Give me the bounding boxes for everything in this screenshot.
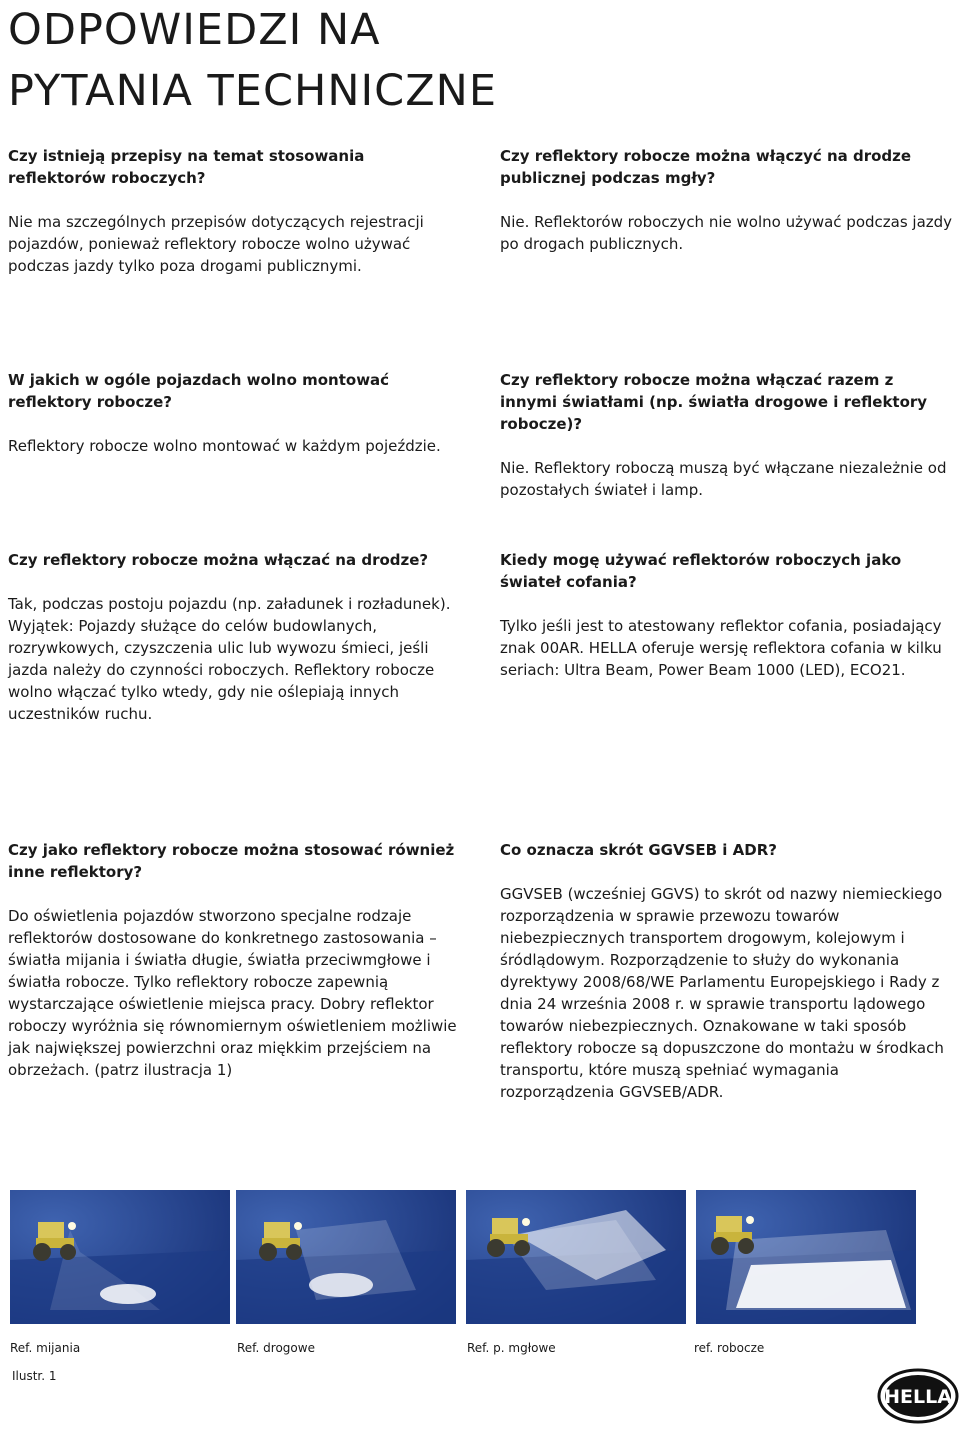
answer: Nie. Reflektory roboczą muszą być włączane niezależnie od pozostałych świateł i lamp. xyxy=(500,459,947,499)
title-line-1: ODPOWIEDZI NA xyxy=(8,5,381,55)
qa-fog xyxy=(500,145,955,255)
qa-on-road xyxy=(8,549,463,725)
answer: Reflektory robocze wolno montować w każdym pojeździe. xyxy=(8,437,441,455)
question: Czy istnieją przepisy na temat stosowania reflektorów roboczych? xyxy=(8,147,365,187)
qa-vehicles xyxy=(8,369,463,457)
answer: Tylko jeśli jest to atestowany reflektor cofania, posiadający znak 00AR. HELLA oferuje wersję reflektora cofania w kilku seriach: Ultra Beam, Power Beam 1000 (LED), ECO21. xyxy=(500,617,942,679)
question: W jakich w ogóle pojazdach wolno montować reflektory robocze? xyxy=(8,371,390,411)
page-title xyxy=(8,0,497,122)
qa-ggvseb-adr xyxy=(500,839,955,1103)
logo-text: HELLA xyxy=(884,1386,952,1408)
answer: Nie ma szczególnych przepisów dotyczących rejestracji pojazdów, ponieważ reflektory robocze wolno używać podczas jazdy tylko poza drogami publicznymi. xyxy=(8,213,424,275)
answer: Tak, podczas postoju pojazdu (np. załadunek i rozładunek). Wyjątek: Pojazdy służące do celów budowlanych, rozrywkowych, czyszczenia ulic lub wywozu śmieci, jeśli jazda należy do czynności roboczych. Reflektory robocze wolno włączać tylko wtedy, gdy nie oślepiają innych uczestników ruchu. xyxy=(8,595,451,723)
answer: Do oświetlenia pojazdów stworzono specjalne rodzaje reflektorów dostosowane do konkretnego zastosowania – światła mijania i światła długie, światła przeciwmgłowe i światła robocze. Tylko reflektory robocze zapewnią wystarczające oświetlenie miejsca pracy. Dobry reflektor roboczy wyróżnia się równomiernym oświetleniem możliwie jak największej powierzchni oraz miękkim przejściem na obrzeżach. (patrz ilustracja 1) xyxy=(8,907,457,1079)
caption-fog-beam: Ref. p. mgłowe xyxy=(467,1341,556,1355)
illustration-fog-beam xyxy=(466,1190,686,1324)
answer: Nie. Reflektorów roboczych nie wolno używać podczas jazdy po drogach publicznych. xyxy=(500,213,953,253)
caption-work-beam: ref. robocze xyxy=(694,1341,765,1355)
question: Czy reflektory robocze można włączyć na drodze publicznej podczas mgły? xyxy=(500,147,912,187)
qa-regulations xyxy=(8,145,463,277)
question: Co oznacza skrót GGVSEB i ADR? xyxy=(500,841,777,859)
illustration-work-beam xyxy=(696,1190,916,1324)
answer: GGVSEB (wcześniej GGVS) to skrót od nazwy niemieckiego rozporządzenia w sprawie przewozu towarów niebezpiecznych transportem drogowym, kolejowym i śródlądowym. Rozporządzenie to służy do wykonania dyrektywy 2008/68/WE Parlamentu Europejskiego i Rady z dnia 24 września 2008 r. w sprawie transportu lądowego towarów niebezpiecznych. Oznakowane w taki sposób reflektory robocze są dopuszczone do montażu w środkach transportu, które muszą spełniać wymagania rozporządzenia GGVSEB/ADR. xyxy=(500,885,944,1101)
question: Czy reflektory robocze można włączać na drodze? xyxy=(8,551,429,569)
question: Kiedy mogę używać reflektorów roboczych jako świateł cofania? xyxy=(500,551,902,591)
caption-low-beam: Ref. mijania xyxy=(10,1341,81,1355)
qa-reversing xyxy=(500,549,955,681)
illustration-low-beam xyxy=(10,1190,230,1324)
illustration-high-beam xyxy=(236,1190,456,1324)
question: Czy jako reflektory robocze można stosować również inne reflektory? xyxy=(8,841,455,881)
question: Czy reflektory robocze można włączać razem z innymi światłami (np. światła drogowe i reflektory robocze)? xyxy=(500,371,928,433)
title-line-2: PYTANIA TECHNICZNE xyxy=(8,66,497,116)
hella-logo xyxy=(877,1368,959,1424)
illustration-label: Ilustr. 1 xyxy=(12,1369,57,1383)
qa-other-lights xyxy=(500,369,955,501)
qa-other-reflectors xyxy=(8,839,463,1081)
caption-high-beam: Ref. drogowe xyxy=(237,1341,315,1355)
